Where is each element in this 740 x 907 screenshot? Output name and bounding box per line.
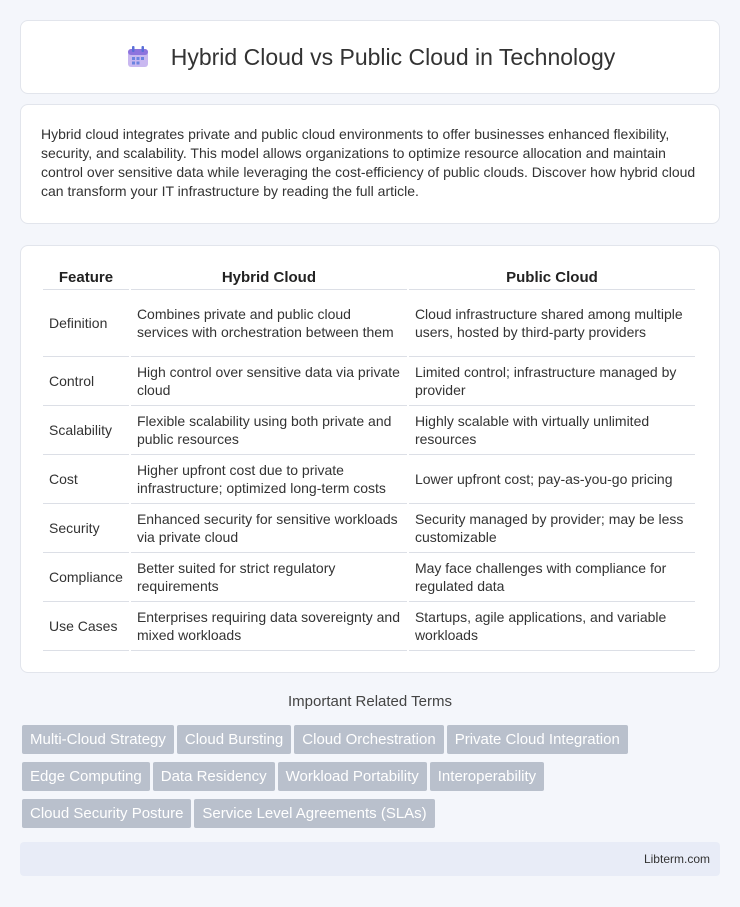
related-terms-list [22, 725, 722, 836]
feature-cell: Cost [43, 455, 129, 504]
table-row [43, 602, 695, 651]
feature-cell: Control [43, 357, 129, 406]
feature-cell: Definition [43, 290, 129, 357]
feature-cell: Use Cases [43, 602, 129, 651]
public-cell: Security managed by provider; may be less customizable [409, 504, 695, 553]
public-cell: Cloud infrastructure shared among multiple users, hosted by third-party providers [409, 290, 695, 357]
related-term-tag[interactable]: Service Level Agreements (SLAs) [194, 799, 434, 828]
hybrid-cell: High control over sensitive data via private cloud [131, 357, 407, 406]
table-row [43, 455, 695, 504]
comparison-table [41, 266, 697, 651]
related-term-tag[interactable]: Workload Portability [278, 762, 427, 791]
related-term-tag[interactable]: Multi-Cloud Strategy [22, 725, 174, 754]
public-cell: Limited control; infrastructure managed by provider [409, 357, 695, 406]
hybrid-cell: Enhanced security for sensitive workloads via private cloud [131, 504, 407, 553]
related-term-tag[interactable]: Cloud Orchestration [294, 725, 443, 754]
public-cell: Highly scalable with virtually unlimited resources [409, 406, 695, 455]
table-row [43, 357, 695, 406]
related-terms-heading: Important Related Terms [288, 693, 452, 710]
related-term-tag[interactable]: Cloud Bursting [177, 725, 291, 754]
table-row [43, 406, 695, 455]
intro-card [20, 104, 720, 224]
related-term-tag[interactable]: Private Cloud Integration [447, 725, 628, 754]
feature-cell: Scalability [43, 406, 129, 455]
related-term-tag[interactable]: Interoperability [430, 762, 544, 791]
footer-site-link[interactable]: Libterm.com [643, 852, 710, 866]
intro-text: Hybrid cloud integrates private and public cloud environments to offer businesses enhanced flexibility, security, and scalability. This model allows organizations to optimize resource allocation and maintain control over sensitive data while leveraging the cost-efficiency of public clouds. Discover how hybrid cloud can transform your IT infrastructure by reading the full article. [41, 126, 696, 199]
hybrid-cell: Combines private and public cloud services with orchestration between them [131, 290, 407, 357]
header-feature: Feature [43, 266, 129, 290]
public-cell: Lower upfront cost; pay-as-you-go pricing [409, 455, 695, 504]
hybrid-cell: Higher upfront cost due to private infrastructure; optimized long-term costs [131, 455, 407, 504]
table-row [43, 504, 695, 553]
page-title: Hybrid Cloud vs Public Cloud in Technology [170, 43, 616, 70]
related-term-tag[interactable]: Cloud Security Posture [22, 799, 191, 828]
hybrid-cell: Better suited for strict regulatory requirements [131, 553, 407, 602]
related-term-tag[interactable]: Data Residency [153, 762, 275, 791]
hybrid-cell: Flexible scalability using both private and public resources [131, 406, 407, 455]
header-hybrid-cloud: Hybrid Cloud [131, 266, 407, 290]
related-term-tag[interactable]: Edge Computing [22, 762, 150, 791]
header-public-cloud: Public Cloud [409, 266, 695, 290]
footer [20, 842, 720, 876]
comparison-table-card [20, 245, 720, 673]
public-cell: Startups, agile applications, and variable workloads [409, 602, 695, 651]
table-header-row [43, 266, 695, 290]
feature-cell: Security [43, 504, 129, 553]
table-row [43, 553, 695, 602]
calendar-icon [125, 44, 151, 70]
title-card [20, 20, 720, 94]
public-cell: May face challenges with compliance for regulated data [409, 553, 695, 602]
feature-cell: Compliance [43, 553, 129, 602]
hybrid-cell: Enterprises requiring data sovereignty and mixed workloads [131, 602, 407, 651]
table-row [43, 290, 695, 357]
